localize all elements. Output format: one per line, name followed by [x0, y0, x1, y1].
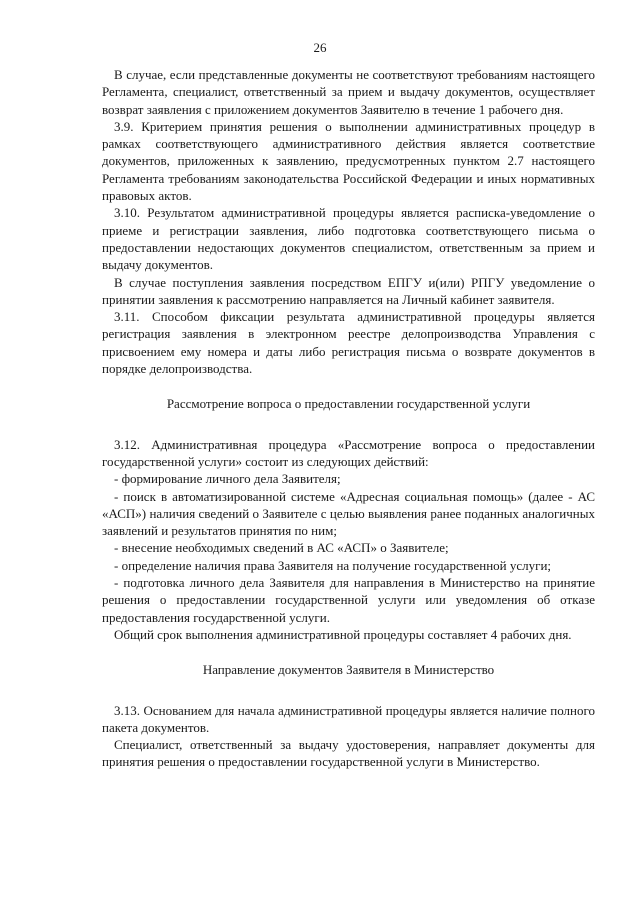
paragraph-specialist: Специалист, ответственный за выдачу удостоверения, направляет документы для принятия решения о предоставлении государственной услуги в Министерство. — [102, 737, 595, 770]
paragraph-total-term: Общий срок выполнения административной процедуры составляет 4 рабочих дня. — [114, 626, 572, 642]
paragraph-3-12: 3.12. Административная процедура «Рассмотрение вопроса о предоставлении государственной услуги» состоит из следующих действий: — [102, 436, 595, 469]
page-number: 26 — [313, 40, 327, 55]
paragraph-3-11: 3.11. Способом фиксации результата административной процедуры является регистрация заявления в электронном реестре делопроизводства Управления с присвоением ему номера и даты либо регистрация письма о возврате документов в порядке делопроизводства. — [102, 309, 595, 377]
section-heading-review: Рассмотрение вопроса о предоставлении государственной услуги — [166, 396, 531, 412]
paragraph-3-10: 3.10. Результатом административной процедуры является расписка-уведомление о приеме и регистрации заявления, либо подготовка соответствующего письма о предоставлении недостающих документов специалистом, ответственным за прием и выдачу документов. — [102, 205, 595, 273]
list-item: - формирование личного дела Заявителя; — [114, 471, 341, 487]
paragraph-epgu-notification: В случае поступления заявления посредством ЕПГУ и(или) РПГУ уведомление о принятии заявления к рассмотрению направляется на Личный кабинет заявителя. — [102, 274, 595, 307]
list-item: - внесение необходимых сведений в АС «АСП» о Заявителе; — [114, 540, 449, 556]
list-item: - определение наличия права Заявителя на получение государственной услуги; — [114, 557, 552, 573]
list-item: - подготовка личного дела Заявителя для направления в Министерство на принятие решения о предоставлении государственной услуги или уведомления об отказе предоставления государственной услуги. — [102, 575, 595, 625]
paragraph-return-documents: В случае, если представленные документы не соответствуют требованиям настоящего Регламента, специалист, ответственный за прием и выдачу документов, осуществляет возврат заявления с приложением документов Заявителю в течение 1 рабочего дня. — [102, 67, 595, 117]
section-heading-sending: Направление документов Заявителя в Министерство — [202, 662, 495, 678]
paragraph-3-9: 3.9. Критерием принятия решения о выполнении административных процедур в рамках соответствующего административного действия является соответствие документов, приложенных к заявлению, предусмотренных пунктом 2.7 настоящего Регламента требованиям законодательства Российской Федерации и иных нормативных правовых актов. — [102, 118, 595, 204]
document-body — [102, 66, 595, 771]
list-item: - поиск в автоматизированной системе «Адресная социальная помощь» (далее - АС «АСП») наличия сведений о Заявителе с целью выявления ранее поданных аналогичных заявлений и результатов принятия по ним; — [102, 488, 595, 539]
paragraph-3-13: 3.13. Основанием для начала административной процедуры является наличие полного пакета документов. — [102, 702, 595, 735]
